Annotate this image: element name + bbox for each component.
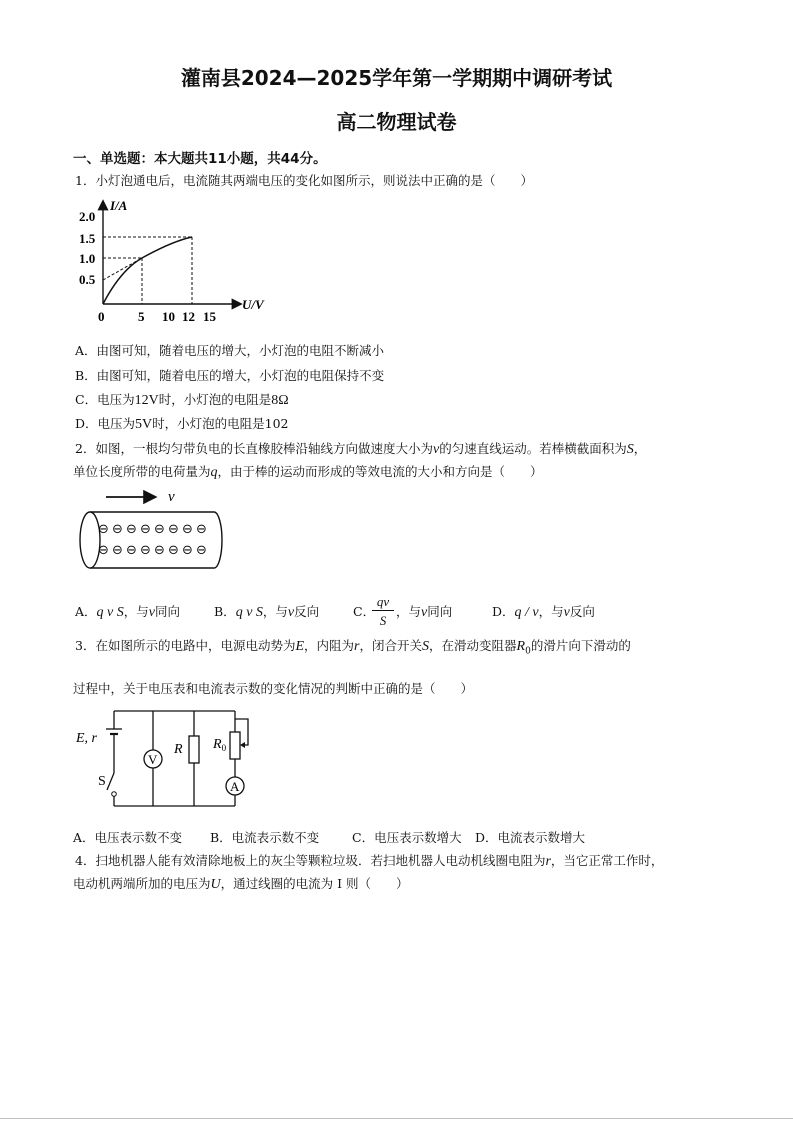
q2-stem-line1: 2．如图，一根均匀带负电的长直橡胶棒沿轴线方向做速度大小为v的匀速直线运动。若棒横截面积为S， [75, 441, 647, 457]
q2-option-c-fraction [372, 595, 394, 628]
page-subtitle: 高二物理试卷 [336, 110, 457, 134]
q3-option-b: B．电流表示数不变 [210, 830, 320, 845]
q1-option-b: B．由图可知，随着电压的增大，小灯泡的电阻保持不变 [75, 368, 385, 383]
q3-circuit-diagram [70, 703, 270, 813]
svg-text:⊖: ⊖ [140, 522, 151, 537]
svg-text:⊖: ⊖ [168, 543, 179, 558]
svg-text:⊖: ⊖ [112, 543, 123, 558]
rheostat-r0 [230, 732, 240, 759]
q1-stem: 1．小灯泡通电后，电流随其两端电压的变化如图所示，则说法中正确的是（ ） [75, 173, 533, 188]
charges-row-1 [98, 522, 207, 537]
svg-text:V: V [148, 752, 158, 767]
svg-text:A: A [230, 779, 240, 794]
y-tick-1: 1.0 [79, 251, 96, 266]
x-tick-12: 12 [182, 309, 195, 324]
page-bottom-rule [0, 1118, 793, 1119]
x-tick-10: 10 [162, 309, 175, 324]
q2-option-d: D．q / v，与v反向 [492, 604, 595, 620]
svg-text:⊖: ⊖ [140, 543, 151, 558]
svg-text:⊖: ⊖ [168, 522, 179, 537]
q2-option-c: C． [353, 604, 376, 619]
svg-text:⊖: ⊖ [154, 543, 165, 558]
q1-iu-graph [70, 196, 280, 331]
y-tick-2: 2.0 [79, 209, 96, 224]
y-tick-05: 0.5 [79, 272, 96, 287]
rod-body [90, 512, 222, 568]
charges-row-2 [98, 543, 207, 558]
q2-option-a: A．q v S，与v同向 [75, 604, 180, 620]
svg-text:⊖: ⊖ [196, 522, 207, 537]
y-axis-label: I/A [110, 198, 128, 213]
svg-text:⊖: ⊖ [182, 543, 193, 558]
fraction-denominator: S [379, 613, 387, 628]
svg-text:⊖: ⊖ [112, 522, 123, 537]
q3-stem-line1: 3．在如图所示的电路中，电源电动势为E，内阻为r，闭合开关S，在滑动变阻器$R_0$的滑片向下滑动的 [75, 638, 631, 657]
q3-option-c: C．电压表示数增大 [352, 830, 462, 845]
fraction-numerator: qv [372, 595, 394, 611]
svg-text:⊖: ⊖ [126, 543, 137, 558]
source-label: E, r [76, 731, 97, 746]
q1-option-a: A．由图可知，随着电压的增大，小灯泡的电阻不断减小 [75, 343, 385, 358]
svg-text:⊖: ⊖ [196, 543, 207, 558]
q1-option-d: D．电压为5V时，小灯泡的电阻是102 [75, 416, 289, 432]
q2-option-c-tail: ，与v同向 [396, 604, 453, 620]
switch-blade [107, 773, 114, 790]
iu-curve [103, 237, 192, 304]
section-heading: 一、单选题：本大题共11小题，共44分。 [73, 151, 327, 167]
q2-stem-line2: 单位长度所带的电荷量为q，由于棒的运动而形成的等效电流的大小和方向是（ ） [73, 464, 543, 480]
q2-rod-figure [72, 486, 232, 572]
q3-option-d: D．电流表示数增大 [475, 830, 586, 845]
q3-stem-line2: 过程中，关于电压表和电流表示数的变化情况的判断中正确的是（ ） [73, 681, 474, 696]
y-tick-15: 1.5 [79, 231, 96, 246]
x-tick-15: 15 [203, 309, 216, 324]
rod-end-face [80, 512, 100, 568]
svg-text:⊖: ⊖ [182, 522, 193, 537]
q3-option-a: A．电压表示数不变 [73, 830, 183, 845]
q1-option-c: C．电压为12V时，小灯泡的电阻是8Ω [75, 392, 289, 408]
velocity-label: v [168, 489, 175, 505]
svg-text:⊖: ⊖ [154, 522, 165, 537]
page-title: 灌南县2024—2025学年第一学期期中调研考试 [180, 66, 613, 90]
switch-label: S [98, 774, 106, 789]
svg-text:⊖: ⊖ [126, 522, 137, 537]
rheostat-label: $R_0$ [213, 737, 227, 753]
x-tick-5: 5 [138, 309, 145, 324]
x-axis-label: U/V [242, 297, 264, 312]
resistor-r [189, 736, 199, 763]
resistor-label: R [174, 742, 183, 757]
x-tick-0: 0 [98, 309, 105, 324]
svg-text:⊖: ⊖ [98, 543, 109, 558]
svg-text:⊖: ⊖ [98, 522, 109, 537]
q4-stem-line2: 电动机两端所加的电压为U，通过线圈的电流为 I 则（ ） [73, 876, 409, 892]
q2-option-b: B．q v S，与v反向 [214, 604, 320, 620]
q4-stem-line1: 4．扫地机器人能有效清除地板上的灰尘等颗粒垃圾．若扫地机器人电动机线圈电阻为r，当它正常工作时， [75, 853, 664, 869]
